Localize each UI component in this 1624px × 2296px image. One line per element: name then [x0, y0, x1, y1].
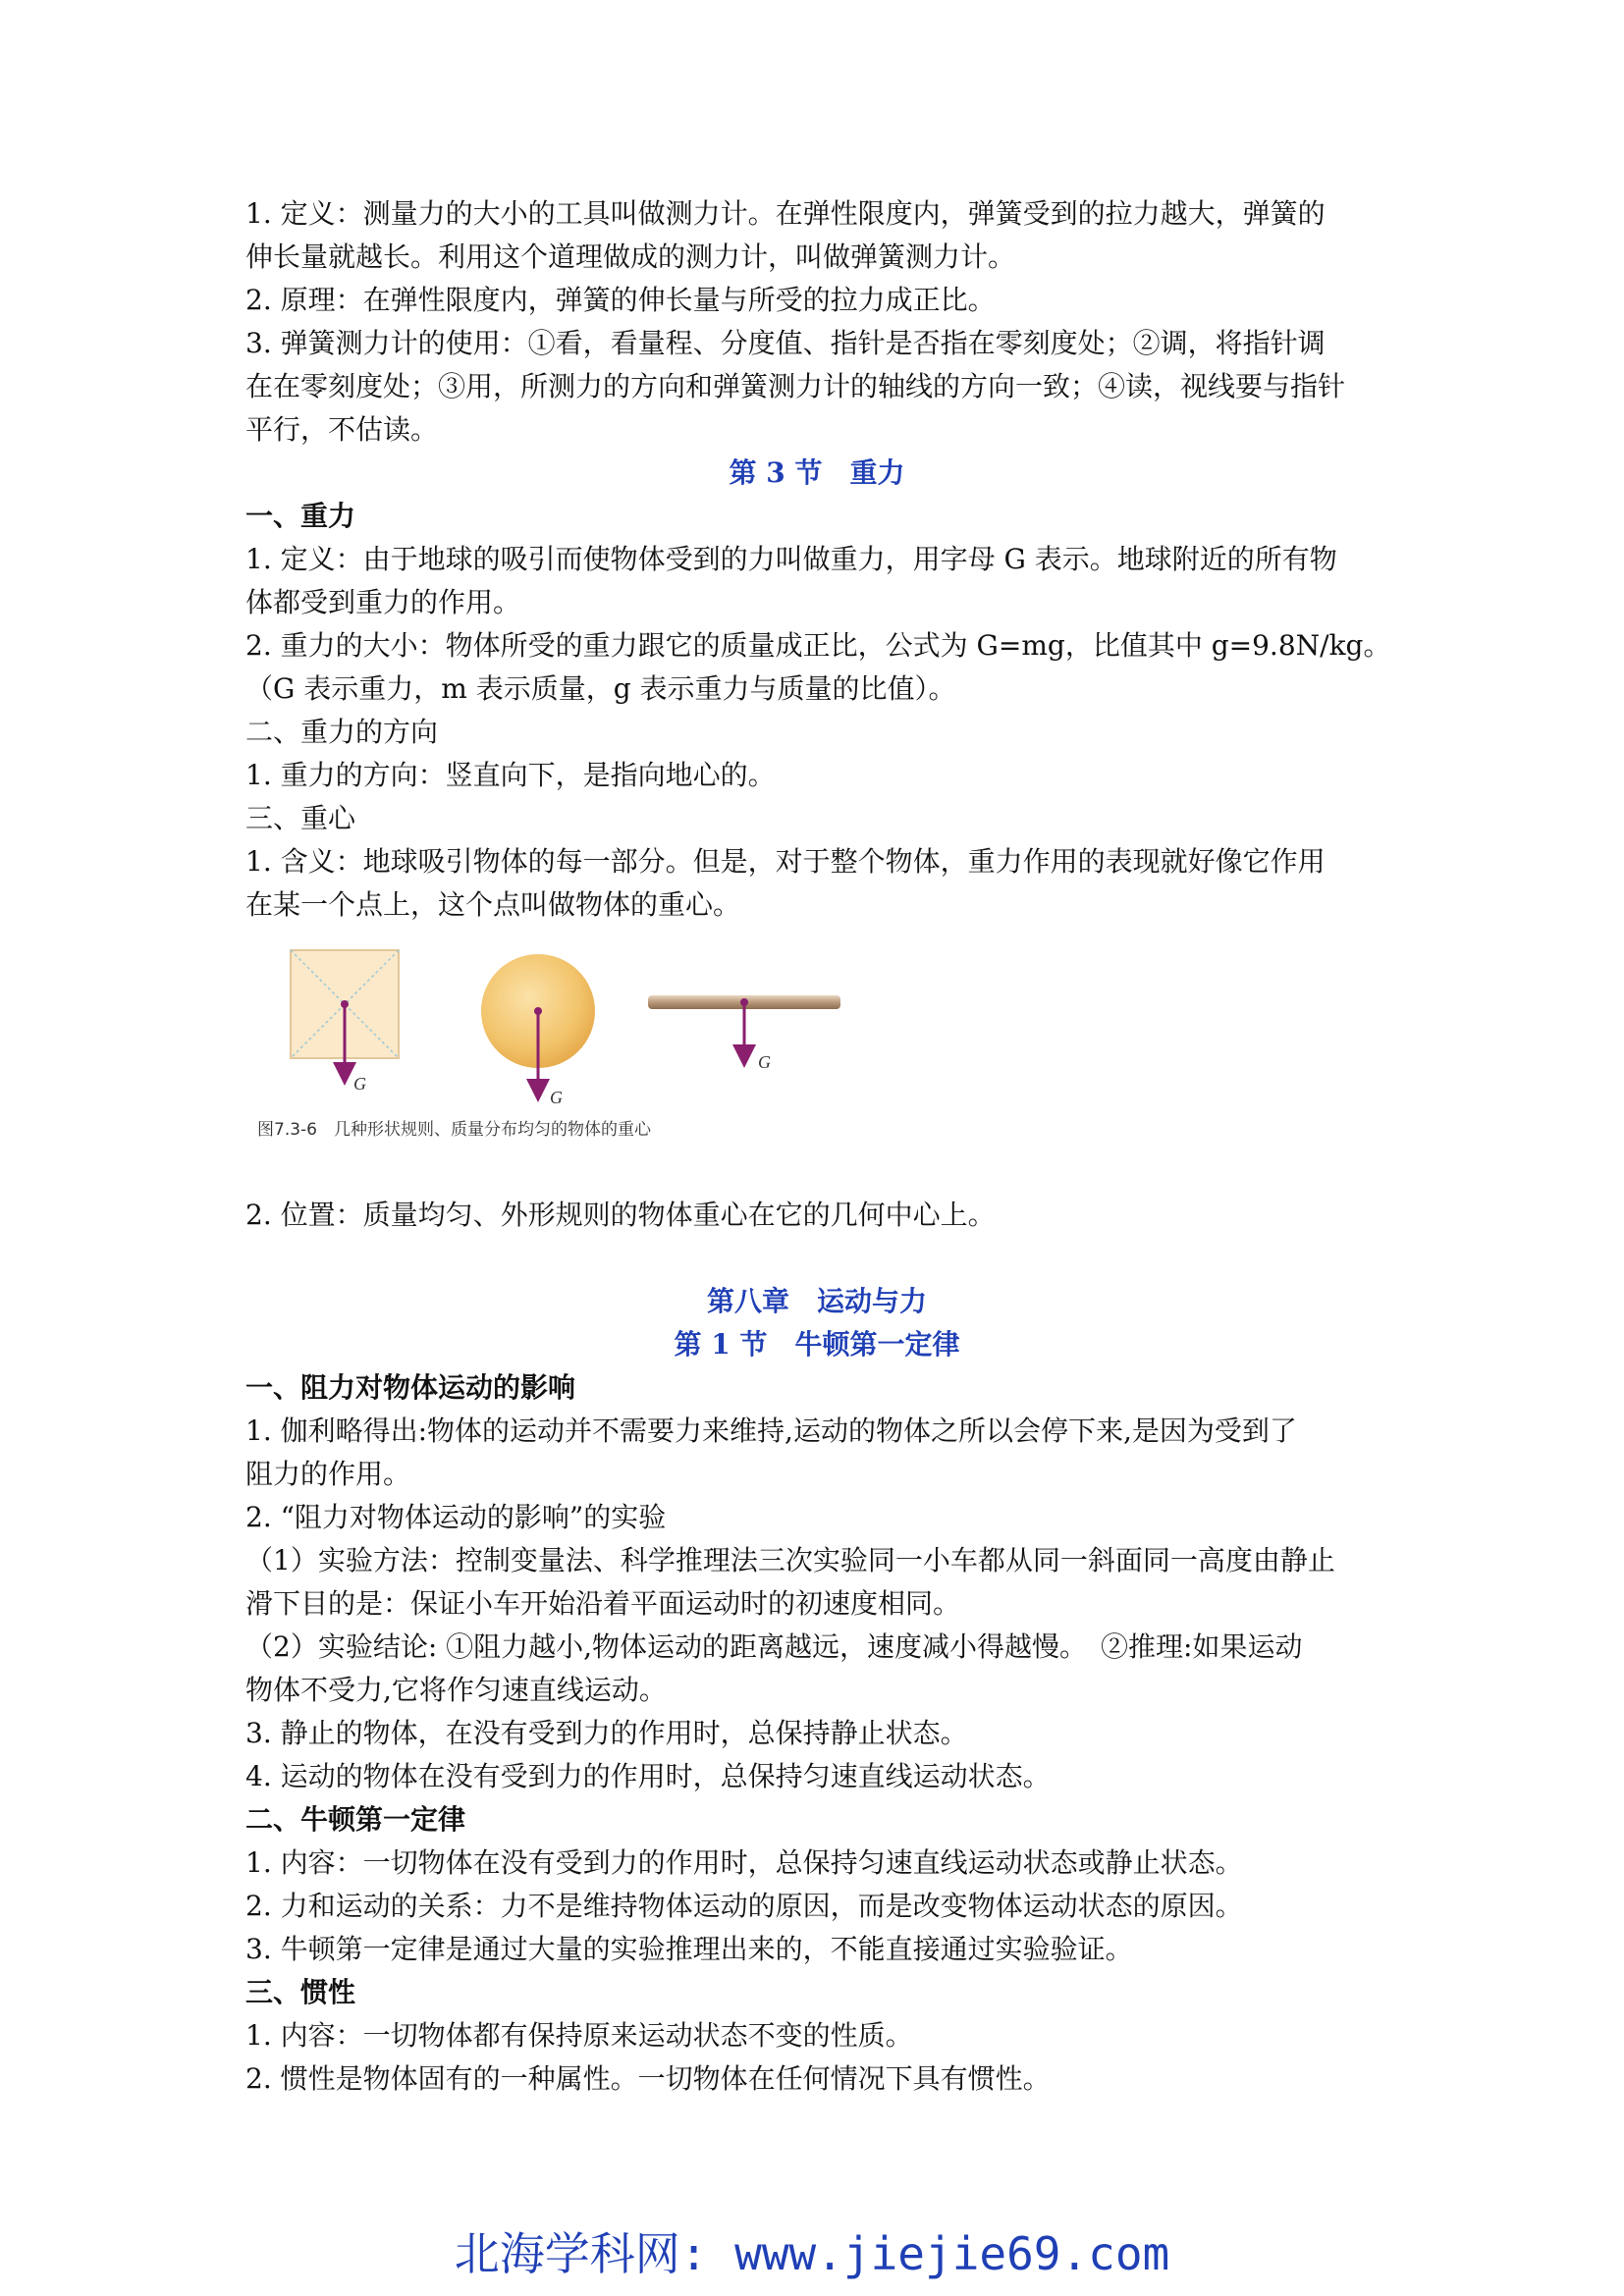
paragraph: 1. 定义：由于地球的吸引而使物体受到的力叫做重力，用字母 G 表示。地球附近的所有物 [245, 543, 1337, 575]
ball [481, 954, 595, 1107]
paragraph: 3. 静止的物体，在没有受到力的作用时，总保持静止状态。 [245, 1717, 968, 1749]
gravity-label: G [550, 1088, 563, 1107]
paragraph: 1. 内容：一切物体都有保持原来运动状态不变的性质。 [245, 2019, 913, 2052]
paragraph: 2. 惯性是物体固有的一种属性。一切物体在任何情况下具有惯性。 [245, 2062, 1051, 2095]
chapter-title: 第八章 运动与力 [706, 1285, 927, 1317]
paragraph: 2. 力和运动的关系：力不是维持物体运动的原因，而是改变物体运动状态的原因。 [245, 1890, 1243, 1922]
paragraph: 阻力的作用。 [245, 1458, 411, 1490]
paragraph: 滑下目的是：保证小车开始沿着平面运动时的初速度相同。 [245, 1587, 961, 1620]
paragraph: 2. “阻力对物体运动的影响”的实验 [245, 1501, 667, 1533]
paragraph: 2. 原理：在弹性限度内，弹簧的伸长量与所受的拉力成正比。 [245, 284, 996, 316]
paragraph: （1）实验方法：控制变量法、科学推理法三次实验同一小车都从同一斜面同一高度由静止 [245, 1544, 1335, 1576]
paragraph: 3. 弹簧测力计的使用：①看，看量程、分度值、指针是否指在零刻度处；②调，将指针调 [245, 327, 1326, 359]
heading: 二、牛顿第一定律 [245, 1803, 466, 1836]
paragraph: 伸长量就越长。利用这个道理做成的测力计，叫做弹簧测力计。 [245, 240, 1016, 273]
paragraph: （2）实验结论: ①阻力越小,物体运动的距离越远，速度减小得越慢。 ②推理:如果运动 [245, 1630, 1303, 1663]
document-body [245, 192, 1391, 2101]
paragraph: 3. 牛顿第一定律是通过大量的实验推理出来的，不能直接通过实验验证。 [245, 1933, 1133, 1965]
paragraph: 平行，不估读。 [245, 413, 439, 446]
gravity-label: G [758, 1052, 771, 1072]
paragraph: 在某一个点上，这个点叫做物体的重心。 [245, 888, 741, 921]
paragraph: 1. 定义：测量力的大小的工具叫做测力计。在弹性限度内，弹簧受到的拉力越大，弹簧的 [245, 197, 1326, 230]
paragraph: （G 表示重力，m 表示质量，g 表示重力与质量的比值）。 [245, 672, 956, 705]
spacer [245, 1237, 1388, 1280]
paragraph: 1. 重力的方向：竖直向下，是指向地心的。 [245, 759, 776, 791]
gravity-label: G [353, 1074, 366, 1094]
heading: 三、惯性 [245, 1976, 356, 2008]
heading: 一、阻力对物体运动的影响 [245, 1371, 576, 1404]
paragraph: 1. 含义：地球吸引物体的每一部分。但是，对于整个物体，重力作用的表现就好像它作用 [245, 845, 1326, 878]
square-plate [291, 950, 399, 1094]
paragraph: 物体不受力,它将作匀速直线运动。 [245, 1674, 667, 1706]
paragraph: 1. 伽利略得出:物体的运动并不需要力来维持,运动的物体之所以会停下来,是因为受到了 [245, 1415, 1297, 1447]
paragraph: 1. 内容：一切物体在没有受到力的作用时，总保持匀速直线运动状态或静止状态。 [245, 1846, 1243, 1879]
paragraph: 体都受到重力的作用。 [245, 586, 521, 618]
center-of-gravity-figure [245, 938, 1388, 1184]
heading: 二、重力的方向 [245, 716, 439, 748]
paragraph: 在在零刻度处；③用，所测力的方向和弹簧测力计的轴线的方向一致；④读，视线要与指针 [245, 370, 1346, 402]
footer-site-link[interactable]: 北海学科网: www.jiejie69.com [454, 2227, 1170, 2280]
section-title: 第 1 节 牛顿第一定律 [674, 1328, 960, 1361]
figure-caption: 图7.3-6 几种形状规则、质量分布均匀的物体的重心 [257, 1120, 651, 1140]
heading: 三、重心 [245, 802, 356, 834]
paragraph: 2. 位置：质量均匀、外形规则的物体重心在它的几何中心上。 [245, 1199, 996, 1231]
paragraph: 2. 重力的大小：物体所受的重力跟它的质量成正比，公式为 G=mg，比值其中 g=9.8N/kg。 [245, 629, 1391, 662]
heading: 一、重力 [245, 500, 356, 532]
section-title: 第 3 节 重力 [729, 456, 905, 489]
rod [648, 995, 840, 1072]
figure-illustration [255, 938, 864, 1174]
paragraph: 4. 运动的物体在没有受到力的作用时，总保持匀速直线运动状态。 [245, 1760, 1051, 1792]
